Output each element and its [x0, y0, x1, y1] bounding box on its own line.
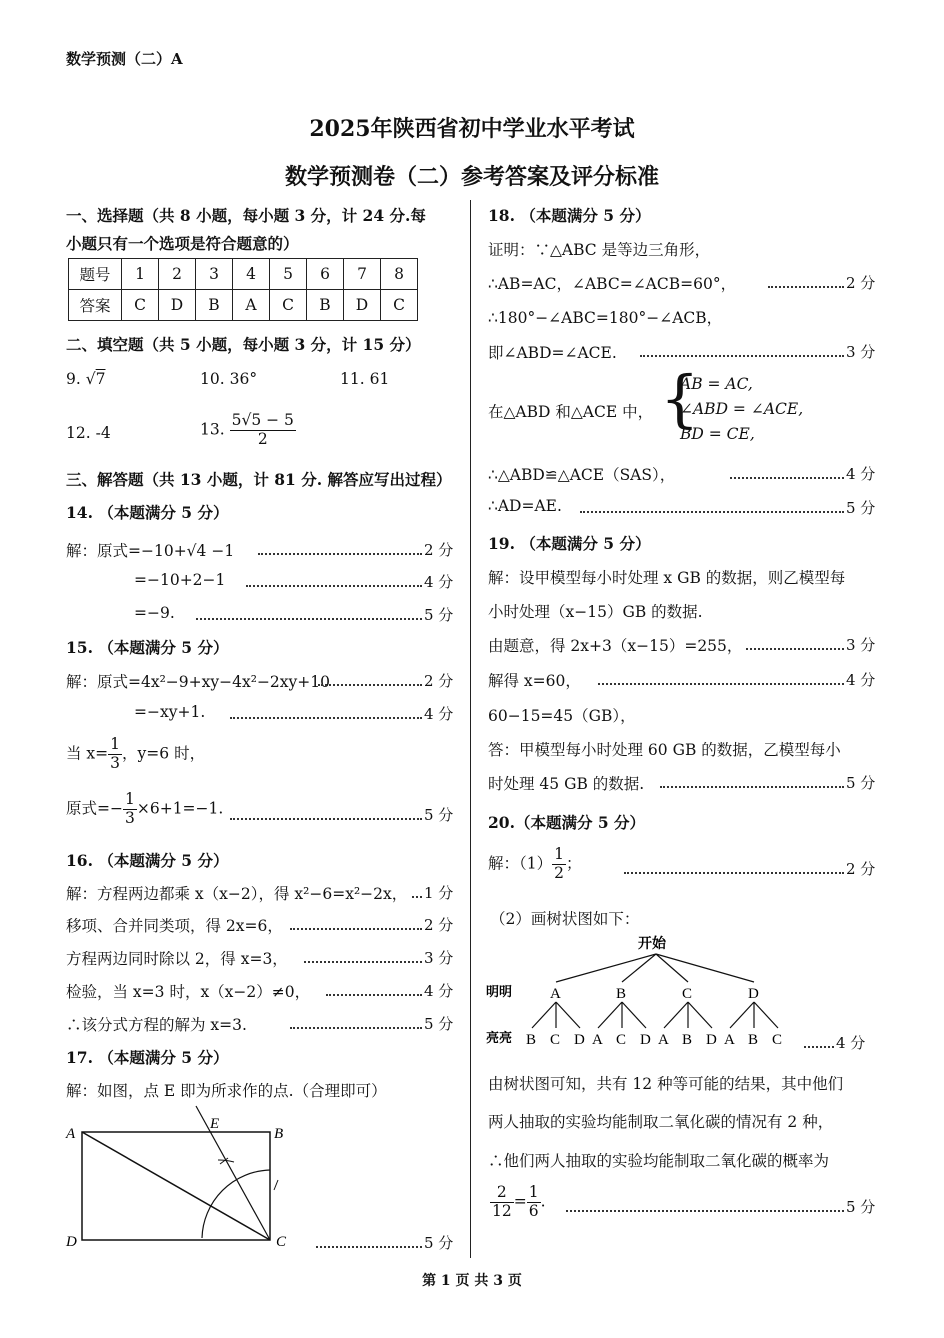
system-brace: {: [660, 362, 700, 435]
q15-heading: 15. （本题满分 5 分）: [66, 638, 229, 657]
q18-line-5: 在△ABD 和△ACE 中，: [488, 403, 654, 421]
tree-row-label-liangliang: 亮亮: [486, 1031, 513, 1046]
answer-cell: D: [344, 290, 381, 321]
tree-leaf: D: [574, 1032, 585, 1048]
q18-line-3: ∴180°−∠ABC=180°−∠ACB，: [488, 309, 723, 327]
q16-line-4: 检验，当 x=3 时，x（x−2）≠0，: [66, 983, 311, 1001]
fraction: [527, 1184, 541, 1221]
score: 2 分: [424, 916, 454, 934]
q14-heading: 14. （本题满分 5 分）: [66, 503, 229, 522]
table-head-cell: 题号: [69, 259, 122, 290]
dotted-leader: [304, 961, 422, 963]
fraction: [108, 736, 122, 773]
construction-figure: [60, 1100, 290, 1260]
fill-answer-value: -4: [95, 424, 111, 442]
score: 5 分: [846, 774, 876, 792]
text: ，y=6 时，: [122, 744, 206, 763]
q16-line-2: 移项、合并同类项，得 2x=6，: [66, 917, 283, 935]
tree-node-c: C: [682, 986, 693, 1002]
denominator: 6: [528, 1201, 539, 1220]
dotted-leader: [580, 511, 844, 513]
score: 5 分: [424, 806, 454, 824]
tree-leaf: C: [772, 1032, 783, 1048]
q19-line-4: 解得 x=60，: [488, 672, 581, 690]
table-head-cell: 答案: [69, 290, 122, 321]
q17-line-1: 解：如图，点 E 即为所求作的点.（合理即可）: [66, 1082, 387, 1100]
question-number: 10.: [200, 370, 225, 388]
q19-line-6: 答：甲模型每小时处理 60 GB 的数据，乙模型每小: [488, 741, 841, 759]
answer-cell: C: [270, 290, 307, 321]
dotted-leader: [230, 818, 422, 820]
denominator: 2: [554, 863, 564, 882]
fraction: [230, 412, 296, 449]
tree-node-d: D: [748, 986, 759, 1002]
question-number: 9.: [66, 370, 81, 388]
table-row: [69, 259, 418, 290]
dotted-leader: [566, 1210, 844, 1212]
dotted-leader: [730, 477, 844, 479]
q18-heading: 18. （本题满分 5 分）: [488, 206, 651, 225]
tree-leaves: [526, 1032, 782, 1048]
dotted-leader: [246, 585, 422, 587]
section-fill-heading: 二、填空题（共 5 小题，每小题 3 分，计 15 分）: [66, 335, 421, 354]
dotted-leader: [196, 618, 422, 620]
tree-edges-level1: [556, 954, 754, 982]
score: 4 分: [424, 705, 454, 723]
q20-line-4: 两人抽取的实验均能制取二氧化碳的情况有 2 种，: [488, 1113, 834, 1131]
numerator: 2: [490, 1184, 514, 1203]
system-eq-1: AB = AC,: [680, 375, 753, 393]
fill-answer-12: [66, 424, 111, 442]
q18-line-6: ∴△ABD≌△ACE（SAS），: [488, 466, 676, 484]
q14-line-1: 解：原式=−10+√4 −1: [66, 542, 235, 560]
section-choice-heading-cont: 小题只有一个选项是符合题意的）: [66, 234, 299, 253]
answer-cell: C: [381, 290, 418, 321]
q15-line-2: =−xy+1.: [134, 703, 206, 721]
system-eq-2: ∠ABD = ∠ACE,: [680, 400, 804, 418]
tree-leaf: C: [616, 1032, 627, 1048]
score: 3 分: [846, 636, 876, 654]
answer-cell: B: [307, 290, 344, 321]
fill-answer-value: 61: [369, 370, 390, 388]
score: 5 分: [424, 1015, 454, 1033]
text: .: [540, 1192, 546, 1211]
construction-arc: [202, 1170, 270, 1238]
q18-line-1: 证明：∵△ABC 是等边三角形，: [488, 241, 711, 259]
q19-line-1: 解：设甲模型每小时处理 x GB 的数据，则乙模型每: [488, 569, 846, 587]
question-number: 8: [381, 259, 418, 290]
fill-answer-11: [340, 370, 389, 388]
question-number: 2: [159, 259, 196, 290]
dotted-leader: [318, 684, 422, 686]
question-number: 7: [344, 259, 381, 290]
dotted-leader: [768, 286, 844, 288]
section-solve-heading: 三、解答题（共 13 小题，计 81 分. 解答应写出过程）: [66, 470, 452, 489]
numerator: 1: [528, 1183, 539, 1201]
system-eq-3: BD = CE,: [680, 425, 755, 443]
tree-edge: [730, 1002, 754, 1028]
question-number: 11.: [340, 370, 365, 388]
q18-line-2: ∴AB=AC，∠ABC=∠ACB=60°，: [488, 275, 737, 293]
text: 当 x=: [66, 744, 109, 763]
tree-node-b: B: [616, 986, 627, 1002]
q19-line-2: 小时处理（x−15）GB 的数据.: [488, 603, 703, 621]
label-d: D: [66, 1234, 77, 1250]
q20-line-1: [488, 846, 582, 883]
dotted-leader: [746, 648, 844, 650]
dotted-leader: [290, 1027, 422, 1029]
fill-answer-10: [200, 370, 257, 388]
tree-edge: [688, 1002, 712, 1028]
denominator: 3: [124, 808, 135, 827]
dotted-leader: [804, 1046, 834, 1048]
dotted-leader: [230, 717, 422, 719]
q15-line-3: [66, 736, 205, 773]
dotted-leader: [290, 928, 422, 930]
answer-cell: D: [159, 290, 196, 321]
tree-leaf: B: [526, 1032, 537, 1048]
q20-heading: 20.（本题满分 5 分）: [488, 813, 646, 832]
score: 5 分: [424, 606, 454, 624]
label-c: C: [276, 1234, 287, 1250]
answer-cell: A: [233, 290, 270, 321]
q18-line-4: 即∠ABD=∠ACE.: [488, 344, 617, 362]
question-number: 1: [122, 259, 159, 290]
dotted-leader: [660, 786, 844, 788]
numerator: 1: [110, 735, 121, 753]
score: 2 分: [846, 860, 876, 878]
dotted-leader: [624, 872, 844, 874]
fill-answer-value: 36°: [229, 370, 258, 388]
numerator: 5√5 − 5: [231, 411, 294, 429]
denominator: 3: [110, 753, 121, 772]
tree-edge: [664, 1002, 688, 1028]
tree-edge: [556, 954, 656, 982]
dotted-leader: [316, 1246, 422, 1248]
tree-edge: [598, 1002, 622, 1028]
text: =: [513, 1192, 527, 1211]
score: 4 分: [846, 671, 876, 689]
score: 4 分: [836, 1034, 866, 1052]
question-number: 12.: [66, 424, 91, 442]
numerator: 1: [554, 845, 564, 863]
exam-tag: 数学预测（二）A: [66, 50, 183, 68]
q19-line-5: 60−15=45（GB），: [488, 707, 636, 725]
section-choice-heading: 一、选择题（共 8 小题，每小题 3 分，计 24 分.每: [66, 206, 426, 225]
tree-leaf: D: [640, 1032, 651, 1048]
score: 2 分: [846, 274, 876, 292]
q16-heading: 16. （本题满分 5 分）: [66, 851, 229, 870]
dotted-leader: [326, 994, 422, 996]
q19-line-3: 由题意，得 2x+3（x−15）=255，: [488, 637, 743, 655]
score: 4 分: [424, 982, 454, 1000]
q19-line-7: 时处理 45 GB 的数据.: [488, 775, 645, 793]
q20-line-5: ∴他们两人抽取的实验均能制取二氧化碳的概率为: [488, 1152, 830, 1170]
tree-edge: [622, 1002, 646, 1028]
label-a: A: [66, 1126, 76, 1142]
text: ×6+1=−1.: [136, 799, 224, 818]
text: 解：（1）: [488, 854, 553, 873]
fill-answer-value: 7: [95, 370, 106, 388]
question-number: 3: [196, 259, 233, 290]
tree-edge: [556, 1002, 580, 1028]
dotted-leader: [412, 896, 422, 898]
score: 3 分: [424, 949, 454, 967]
tree-node-a: A: [550, 986, 561, 1002]
answer-table: [68, 258, 418, 321]
score: 1 分: [424, 884, 454, 902]
q16-line-5: ∴该分式方程的解为 x=3.: [66, 1016, 247, 1034]
q19-heading: 19. （本题满分 5 分）: [488, 534, 651, 553]
fill-answer-13: [200, 412, 296, 449]
fraction: [123, 791, 137, 828]
question-number: 6: [307, 259, 344, 290]
tree-leaf: D: [706, 1032, 717, 1048]
q16-line-1: 解：方程两边都乘 x（x−2），得 x²−6=x²−2x，: [66, 885, 408, 903]
text: ；: [566, 854, 582, 873]
tree-row-label-mingming: 明明: [486, 985, 513, 1000]
q15-line-1: 解：原式=4x²−9+xy−4x²−2xy+10: [66, 673, 330, 691]
tree-edge: [754, 1002, 778, 1028]
q20-line-6: [490, 1184, 546, 1221]
tree-leaf: B: [748, 1032, 759, 1048]
question-number: 4: [233, 259, 270, 290]
score: 2 分: [424, 541, 454, 559]
tree-root: 开始: [638, 936, 666, 952]
score: 4 分: [424, 573, 454, 591]
tree-edge: [656, 954, 754, 982]
q20-line-2: （2）画树状图如下：: [490, 910, 640, 928]
score: 5 分: [846, 499, 876, 517]
denominator: 12: [492, 1201, 512, 1220]
q15-line-4: [66, 791, 223, 828]
answer-cell: C: [122, 290, 159, 321]
question-number: 5: [270, 259, 307, 290]
construction-tick: [274, 1180, 278, 1190]
tree-leaf: A: [724, 1032, 735, 1048]
table-row: [69, 290, 418, 321]
score: 3 分: [846, 343, 876, 361]
score: 2 分: [424, 672, 454, 690]
score: 5 分: [846, 1198, 876, 1216]
score: 5 分: [424, 1234, 454, 1252]
tree-leaf: C: [550, 1032, 561, 1048]
q14-line-3: =−9.: [134, 604, 175, 622]
q14-line-2: =−10+2−1: [134, 571, 226, 589]
dotted-leader: [640, 355, 844, 357]
tree-edges-level2: [532, 1002, 778, 1028]
page-subtitle: 数学预测卷（二）参考答案及评分标准: [284, 164, 659, 190]
tree-leaf: A: [592, 1032, 603, 1048]
numerator: 1: [124, 790, 135, 808]
diagonal-ac: [82, 1132, 270, 1240]
score: 4 分: [846, 465, 876, 483]
bisector-line: [196, 1106, 270, 1240]
dotted-leader: [598, 683, 844, 685]
tree-leaf: A: [658, 1032, 669, 1048]
page-title: 2025年陕西省初中学业水平考试: [309, 116, 635, 142]
column-divider: [470, 200, 471, 1258]
tree-leaf: B: [682, 1032, 693, 1048]
q16-line-3: 方程两边同时除以 2，得 x=3，: [66, 950, 288, 968]
q17-heading: 17. （本题满分 5 分）: [66, 1048, 229, 1067]
answer-cell: B: [196, 290, 233, 321]
tree-edge: [532, 1002, 556, 1028]
fraction: [552, 846, 566, 883]
fraction: [490, 1184, 514, 1221]
label-e: E: [210, 1116, 220, 1132]
page-footer: 第 1 页 共 3 页: [422, 1273, 522, 1289]
label-b: B: [274, 1126, 284, 1142]
sqrt-symbol: √: [85, 370, 96, 388]
text: 原式=−: [66, 799, 123, 818]
denominator: 2: [257, 429, 268, 448]
tree-diagram: [480, 930, 860, 1055]
q20-line-3: 由树状图可知，共有 12 种等可能的结果，其中他们: [488, 1075, 844, 1093]
question-number: 13.: [200, 420, 225, 439]
q18-line-7: ∴AD=AE.: [488, 497, 562, 515]
fill-answer-9: [66, 370, 106, 388]
dotted-leader: [258, 553, 422, 555]
